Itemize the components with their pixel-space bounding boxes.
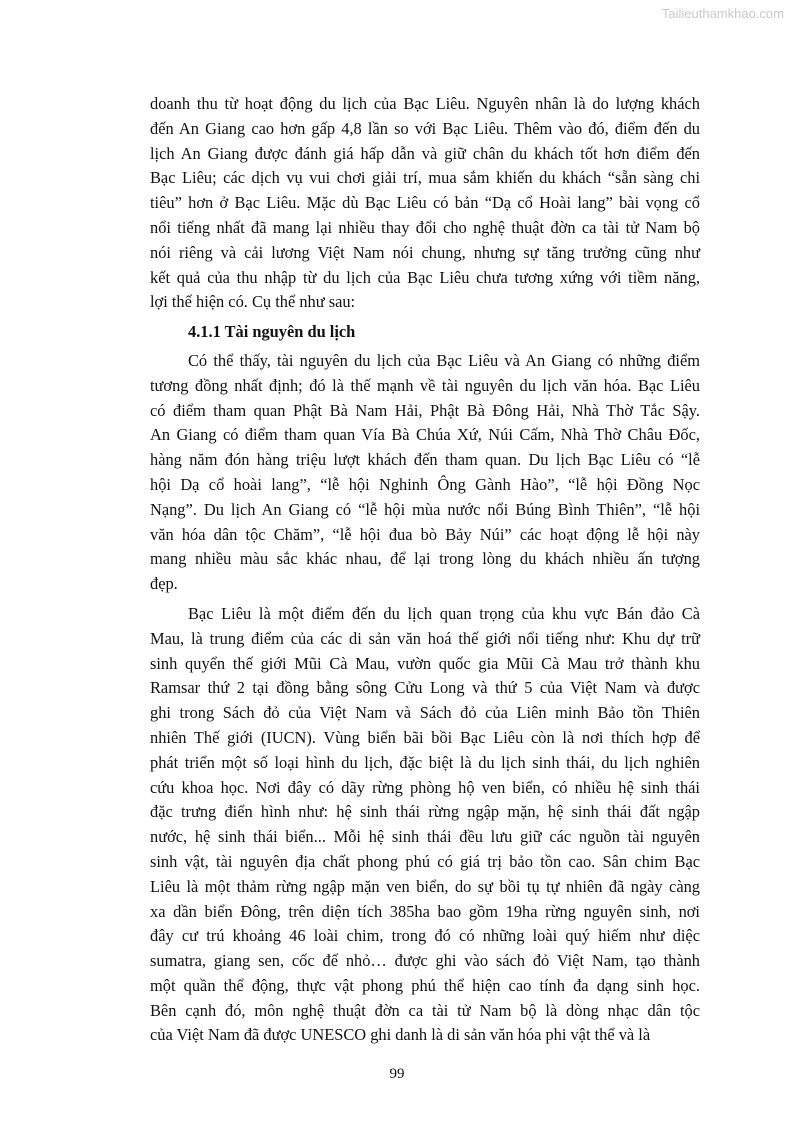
text-line: đến An Giang cao hơn gấp 4,8 lần so với Bạc Liêu. Thêm vào đó, điểm đến du (150, 118, 700, 138)
text-line: Mau, là trung điểm của các di sản văn hoá thế giới nổi tiếng như: Khu dự trữ (150, 628, 700, 648)
text-line: sumatra, giang sen, cốc đế nhỏ… được ghi vào sách đỏ Việt Nam, tạo thành (150, 951, 700, 971)
text-line: Ramsar thứ 2 tại đồng bằng sông Cửu Long và thứ 5 của Việt Nam và được (150, 678, 700, 698)
text-line: văn hóa dân tộc Chăm”, “lễ hội đua bò Bảy Núi” các hoạt động lễ hội này (150, 524, 700, 544)
paragraph-intro (150, 92, 700, 315)
text-line: nổi tiếng nhất đã mang lại nhiều thay đổi cho nghệ thuật đờn ca tài tử Nam bộ (150, 217, 700, 237)
page-body (150, 92, 700, 1048)
text-line: tiêu” hơn ở Bạc Liêu. Mặc dù Bạc Liêu có bản “Dạ cổ Hoài lang” bài vọng cổ (150, 193, 700, 213)
text-line: Bạc Liêu là một điểm đến du lịch quan trọng của khu vực Bán đảo Cà (188, 603, 700, 623)
text-line: lợi thế hiện có. Cụ thể như sau: (150, 292, 356, 312)
text-line: của Việt Nam đã được UNESCO ghi danh là di sản văn hóa phi vật thể và là (150, 1025, 651, 1045)
page-number: 99 (389, 1066, 405, 1082)
text-line: lịch An Giang được đánh giá hấp dẫn và giữ chân du khách tốt hơn điểm đến (150, 143, 700, 163)
section-heading: 4.1.1 Tài nguyên du lịch (188, 322, 356, 342)
text-line: kết quả của thu nhập từ du lịch của Bạc Liêu chưa tương xứng với tiềm năng, (150, 267, 700, 287)
text-line: nhiên Thế giới (IUCN). Vùng biển bãi bồi Bạc Liêu còn là nơi thích hợp để (150, 727, 700, 747)
text-line: Liêu là một thảm rừng ngập mặn ven biển, do sự bồi tụ tự nhiên đã ngày càng (150, 876, 700, 896)
text-line: doanh thu từ hoạt động du lịch của Bạc Liêu. Nguyên nhân là do lượng khách (150, 94, 700, 113)
text-line: nói riêng và cải lương Việt Nam nói chung, nhưng sự tăng trưởng cũng như (150, 242, 700, 262)
text-line: đẹp. (150, 574, 178, 594)
text-line: tương đồng nhất định; đó là thế mạnh về tài nguyên du lịch văn hóa. Bạc Liêu (150, 375, 700, 395)
paragraph-bac-lieu (150, 602, 700, 1048)
text-line: xa dần biển Đông, trên diện tích 385ha bao gồm 19ha rừng nguyên sinh, nơi (150, 901, 700, 921)
text-line: đặc trưng điển hình như: hệ sinh thái rừng ngập mặn, hệ sinh thái đất ngập (150, 802, 700, 822)
text-line: Bên cạnh đó, môn nghệ thuật đờn ca tài tử Nam bộ là dòng nhạc dân tộc (150, 1000, 700, 1020)
text-line: hàng năm đón hàng triệu lượt khách đến tham quan. Du lịch Bạc Liêu có “lễ (150, 450, 700, 470)
text-line: mang nhiều màu sắc khác nhau, để lại trong lòng du khách nhiều ấn tượng (150, 549, 700, 569)
text-line: sinh vật, tài nguyên địa chất phong phú có giá trị bảo tồn cao. Sân chim Bạc (150, 851, 700, 871)
text-line: Có thể thấy, tài nguyên du lịch của Bạc Liêu và An Giang có những điểm (188, 350, 700, 370)
text-line: ghi trong Sách đỏ của Việt Nam và Sách đỏ của Liên minh Bảo tồn Thiên (150, 703, 700, 723)
text-line: Nạng”. Du lịch An Giang có “lễ hội mùa nước nổi Búng Bình Thiên”, “lễ hội (150, 499, 700, 519)
text-line: Bạc Liêu; các dịch vụ vui chơi giải trí, mua sắm khiến du khách “sẵn sàng chi (150, 168, 700, 188)
text-line: đây cư trú khoảng 46 loài chim, trong đó có những loài quý hiếm như diệc (150, 926, 700, 946)
text-line: An Giang có điểm tham quan Vía Bà Chúa Xứ, Núi Cấm, Nhà Thờ Châu Đốc, (150, 425, 700, 445)
text-line: hội Dạ cổ hoài lang”, “lễ hội Nghinh Ông Gành Hào”, “lễ hội Đồng Nọc (150, 474, 700, 494)
text-line: nước, hệ sinh thái biển... Mỗi hệ sinh thái đều lưu giữ các nguồn tài nguyên (150, 827, 700, 847)
paragraph-resources (150, 349, 700, 597)
text-line: một quần thể động, thực vật phong phú thể hiện cao tính đa dạng sinh học. (150, 975, 700, 995)
text-line: có điểm tham quan Phật Bà Nam Hải, Phật Bà Đông Hải, Nhà Thờ Tắc Sậy. (150, 400, 700, 420)
text-line: cứu khoa học. Nơi đây có dãy rừng phòng hộ ven biển, có nhiều hệ sinh thái (150, 777, 700, 797)
text-line: phát triển một số loại hình du lịch, đặc biệt là du lịch sinh thái, du lịch nghiên (150, 752, 700, 772)
watermark: Tailieuthamkhao.com (661, 6, 784, 21)
text-line: sinh quyển thế giới Mũi Cà Mau, vườn quốc gia Mũi Cà Mau trở thành khu (150, 653, 700, 673)
